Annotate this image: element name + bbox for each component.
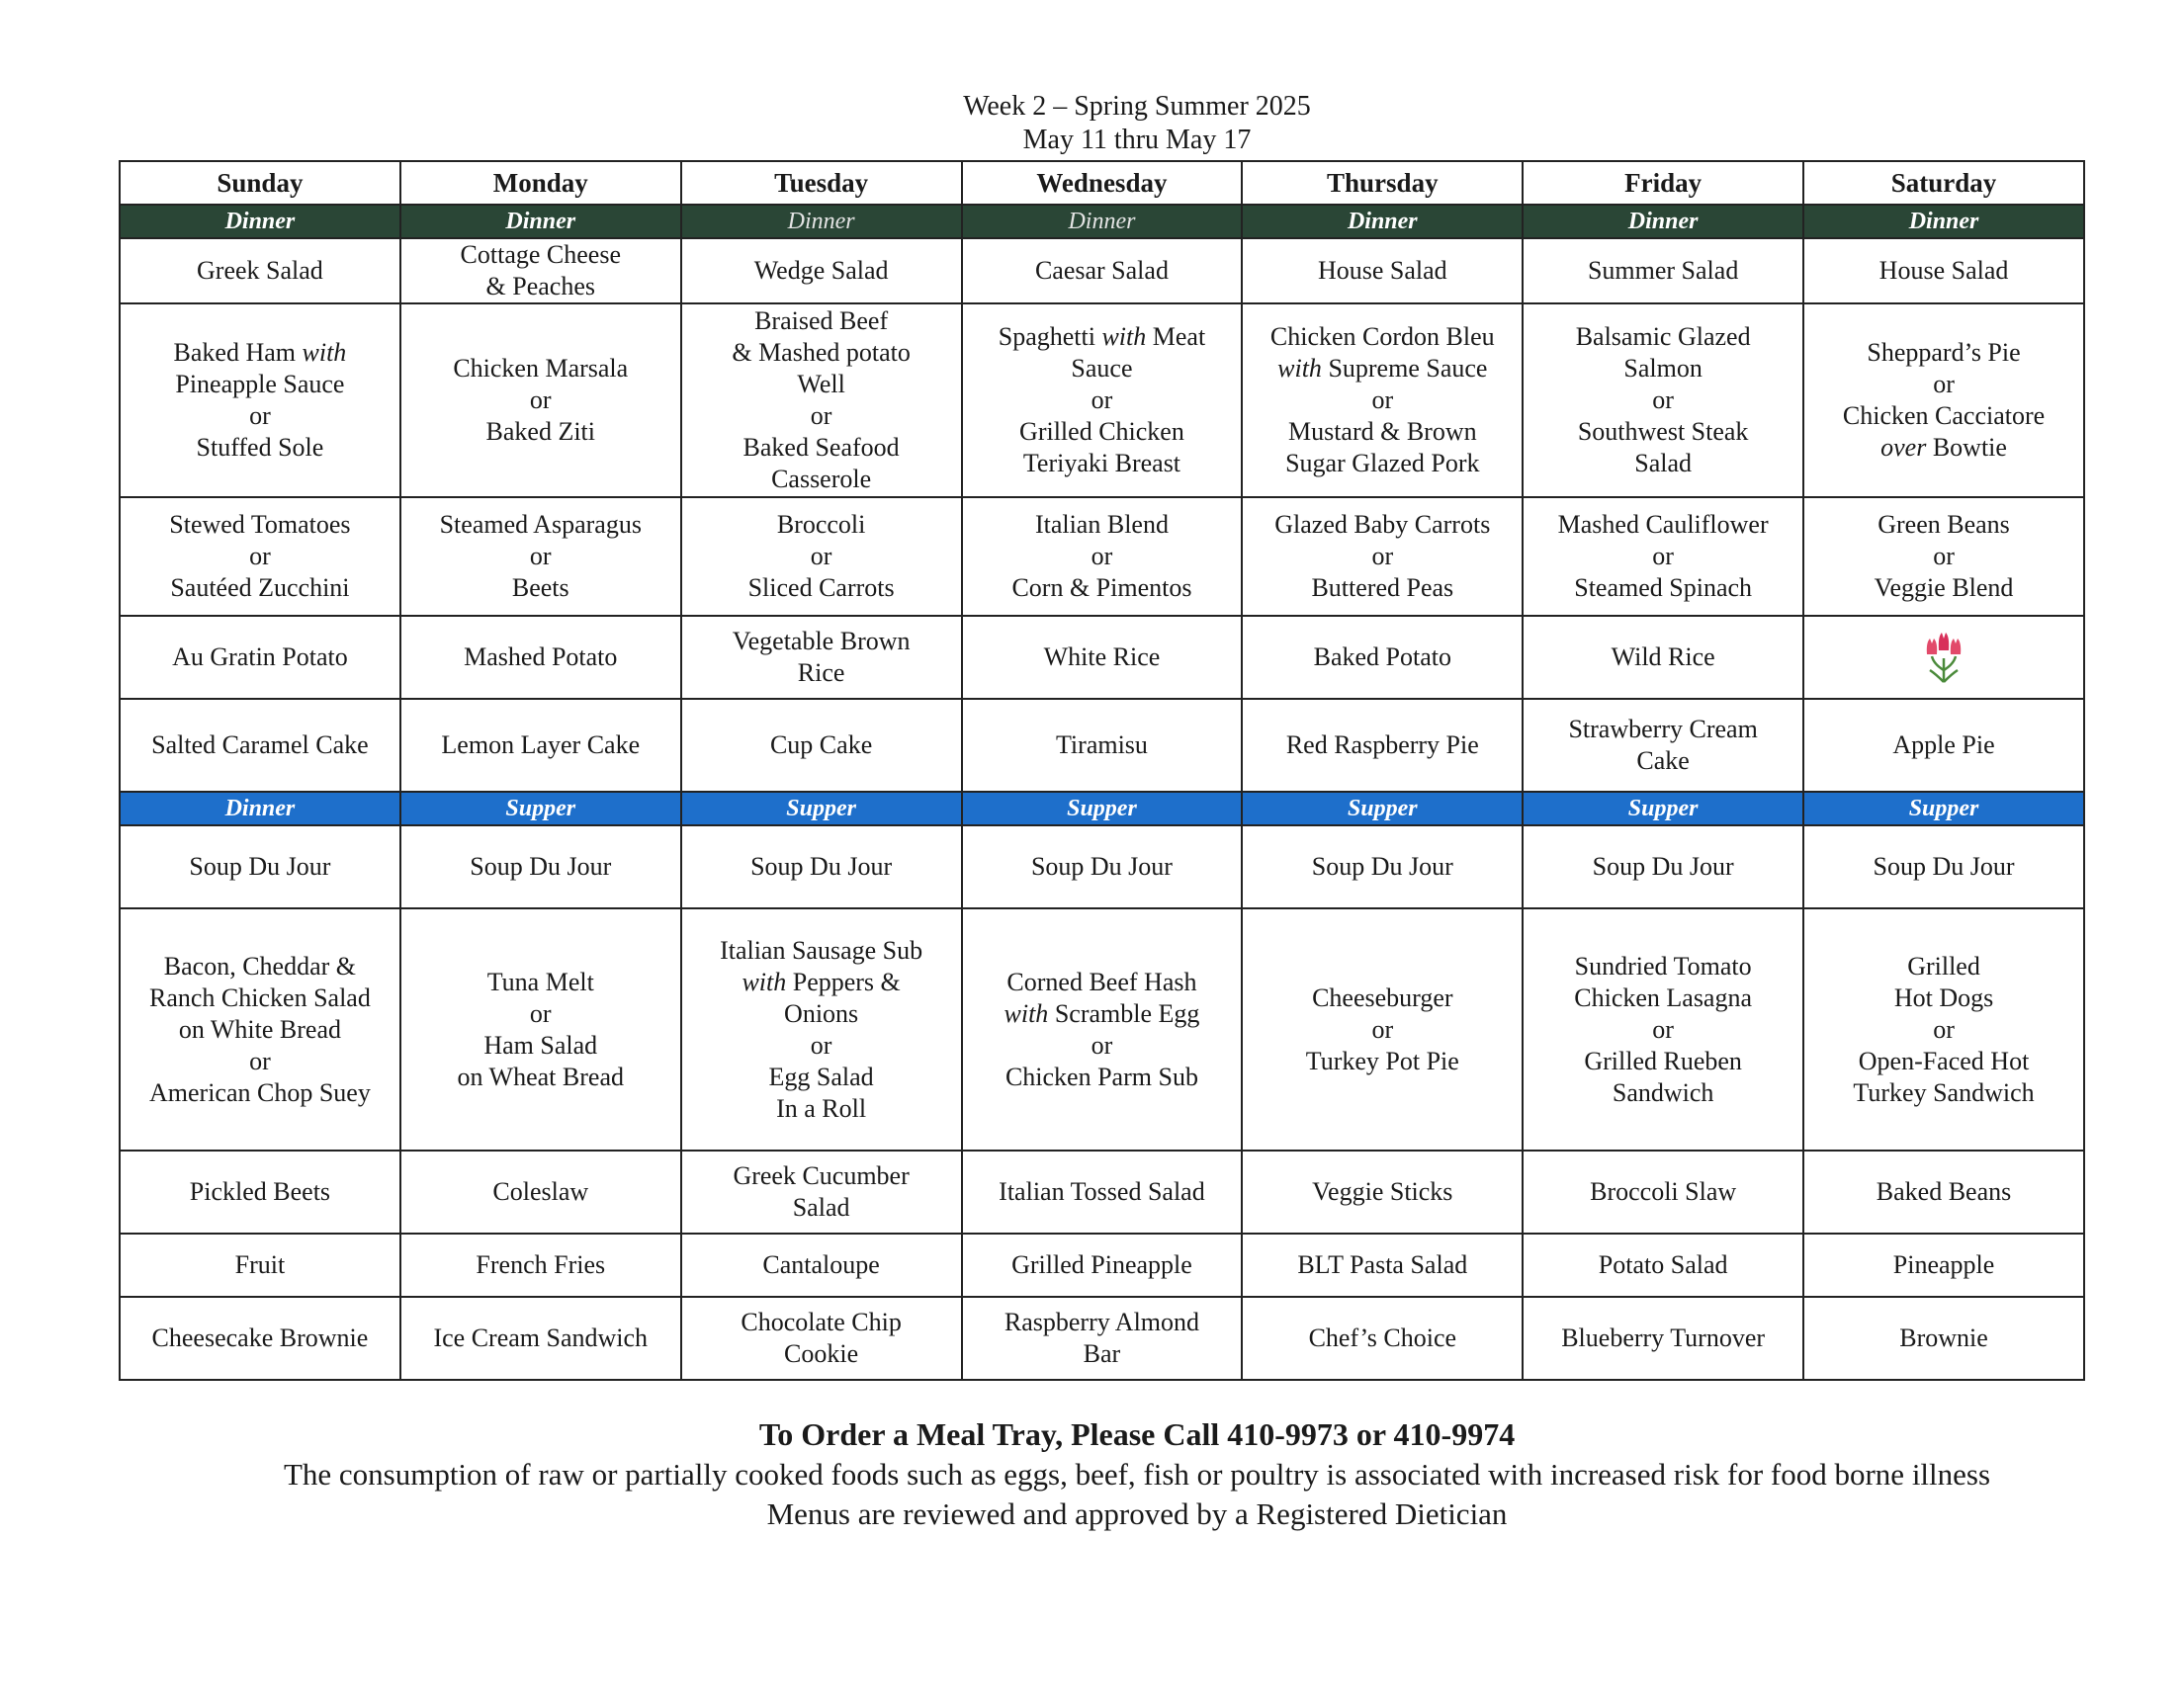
menu-cell-saturday	[1803, 908, 2084, 1151]
menu-item-text: Summer Salad	[1587, 256, 1739, 285]
day-header-row	[120, 161, 2084, 205]
menu-cell-wednesday	[962, 908, 1243, 1151]
menu-item-text: Grilled Pineapple	[1011, 1250, 1192, 1279]
menu-item-text: Baked Ziti	[485, 417, 595, 446]
menu-item-text: Casserole	[771, 465, 872, 493]
meal-band-label: Supper	[1803, 792, 2084, 825]
food-safety-warning: The consumption of raw or partially cooked foods such as eggs, beef, fish or poultry is associated with increased risk for food borne illness	[283, 1457, 1991, 1492]
weekly-menu-table	[119, 160, 2085, 1381]
menu-item-text: Greek Salad	[197, 256, 323, 285]
menu-cell-saturday	[1803, 825, 2084, 908]
meal-band-label: Dinner	[1242, 205, 1523, 238]
menu-cell-friday	[1523, 616, 1803, 699]
menu-item-text: BLT Pasta Salad	[1297, 1250, 1468, 1279]
menu-row	[120, 1234, 2084, 1297]
menu-item-text: Sugar Glazed Pork	[1285, 449, 1480, 477]
menu-cell-monday	[400, 699, 681, 792]
menu-cell-monday	[400, 1151, 681, 1234]
menu-item-text: or	[249, 1046, 271, 1075]
menu-cell-sunday	[120, 908, 400, 1151]
menu-cell-sunday	[120, 497, 400, 616]
menu-item-text: Chef’s Choice	[1308, 1324, 1457, 1352]
meal-tray-order-note: To Order a Meal Tray, Please Call 410-9973 or 410-9974	[758, 1416, 1516, 1452]
menu-item-text: Sauce	[1071, 354, 1133, 383]
menu-item-text: In a Roll	[776, 1093, 867, 1123]
menu-cell-friday	[1523, 699, 1803, 792]
menu-row	[120, 1151, 2084, 1234]
menu-item-text: or	[810, 542, 832, 570]
menu-item-text: White Rice	[1043, 642, 1161, 671]
meal-band-label: Dinner	[1523, 205, 1803, 238]
menu-item-text: Turkey Sandwich	[1853, 1077, 2035, 1107]
menu-cell-saturday	[1803, 616, 2084, 699]
menu-cell-wednesday	[962, 1297, 1243, 1380]
menu-item-text: Stewed Tomatoes	[169, 510, 351, 539]
menu-item-text: or	[1371, 1014, 1394, 1044]
menu-cell-monday	[400, 497, 681, 616]
menu-item-text: Veggie Sticks	[1312, 1177, 1453, 1206]
menu-cell-wednesday	[962, 1234, 1243, 1297]
menu-cell-sunday	[120, 825, 400, 908]
menu-cell-thursday	[1242, 699, 1523, 792]
menu-row	[120, 908, 2084, 1151]
menu-item-text: House Salad	[1317, 256, 1447, 285]
menu-cell-monday	[400, 908, 681, 1151]
menu-item-text: Sheppard’s Pie	[1867, 338, 2021, 367]
day-header-tuesday: Tuesday	[681, 161, 962, 205]
menu-item-text: Red Raspberry Pie	[1285, 730, 1479, 759]
menu-item-text: Lemon Layer Cake	[441, 730, 641, 759]
menu-cell-monday	[400, 1234, 681, 1297]
menu-item-text: Stuffed Sole	[196, 433, 324, 462]
menu-cell-thursday	[1242, 616, 1523, 699]
menu-item-text: Sundried Tomato	[1574, 951, 1752, 981]
menu-item-text: Italian Blend	[1034, 510, 1169, 539]
menu-item-text: or	[249, 401, 271, 430]
menu-item-text: Wild Rice	[1611, 642, 1715, 671]
menu-item-text: & Mashed potato	[732, 338, 911, 367]
meal-band-label: Supper	[681, 792, 962, 825]
menu-item-text: with Supreme Sauce	[1277, 354, 1488, 383]
meal-band-label: Dinner	[120, 792, 400, 825]
menu-item-text: Coleslaw	[492, 1177, 589, 1206]
menu-cell-friday	[1523, 1151, 1803, 1234]
menu-item-text: Mashed Cauliflower	[1557, 510, 1769, 539]
menu-item-text: or	[1652, 1014, 1674, 1044]
menu-item-text: Cottage Cheese	[460, 240, 621, 269]
menu-item-text: Green Beans	[1877, 510, 2010, 539]
menu-cell-tuesday	[681, 1297, 962, 1380]
menu-row	[120, 825, 2084, 908]
menu-date-range: May 11 thru May 17	[1022, 125, 1252, 155]
menu-item-text: or	[1371, 385, 1394, 414]
menu-item-text: or	[1933, 1014, 1955, 1044]
menu-cell-sunday	[120, 303, 400, 497]
menu-row	[120, 303, 2084, 497]
menu-item-text: Sandwich	[1612, 1077, 1714, 1107]
menu-cell-sunday	[120, 1151, 400, 1234]
menu-cell-tuesday	[681, 1151, 962, 1234]
menu-item-text: Salad	[792, 1193, 850, 1222]
menu-item-text: Tuna Melt	[486, 967, 594, 996]
menu-cell-thursday	[1242, 908, 1523, 1151]
menu-cell-saturday	[1803, 699, 2084, 792]
meal-band-label: Dinner	[962, 205, 1243, 238]
menu-cell-monday	[400, 238, 681, 303]
menu-cell-monday	[400, 825, 681, 908]
menu-item-text: or	[810, 1030, 832, 1060]
menu-item-text: Italian Tossed Salad	[999, 1177, 1205, 1206]
menu-item-text: on Wheat Bread	[457, 1062, 624, 1091]
menu-item-text: Baked Ham with	[173, 338, 347, 367]
menu-cell-monday	[400, 303, 681, 497]
menu-cell-wednesday	[962, 497, 1243, 616]
menu-cell-saturday	[1803, 1234, 2084, 1297]
menu-item-text: Wedge Salad	[753, 256, 889, 285]
menu-item-text: Soup Du Jour	[1592, 852, 1734, 881]
dinner-band-row	[120, 205, 2084, 238]
menu-cell-thursday	[1242, 238, 1523, 303]
menu-item-text: Ham Salad	[483, 1030, 598, 1060]
menu-item-text: or	[1091, 542, 1113, 570]
menu-item-text: with Scramble Egg	[1004, 998, 1200, 1028]
menu-item-text: Tiramisu	[1055, 730, 1148, 759]
menu-item-text: or	[1652, 542, 1674, 570]
menu-cell-thursday	[1242, 1151, 1523, 1234]
menu-cell-tuesday	[681, 616, 962, 699]
menu-item-text: Raspberry Almond	[1004, 1308, 1200, 1336]
menu-cell-thursday	[1242, 1297, 1523, 1380]
menu-item-text: or	[529, 542, 552, 570]
menu-item-text: Caesar Salad	[1034, 256, 1169, 285]
menu-item-text: Steamed Spinach	[1574, 573, 1753, 602]
menu-cell-sunday	[120, 1297, 400, 1380]
menu-item-text: Baked Potato	[1313, 642, 1451, 671]
menu-cell-tuesday	[681, 303, 962, 497]
menu-cell-wednesday	[962, 1151, 1243, 1234]
menu-item-text: or	[1091, 385, 1113, 414]
menu-item-text: House Salad	[1878, 256, 2009, 285]
menu-cell-tuesday	[681, 825, 962, 908]
meal-band-label: Supper	[962, 792, 1243, 825]
menu-cell-saturday	[1803, 303, 2084, 497]
menu-item-text: Beets	[511, 573, 569, 602]
menu-cell-friday	[1523, 908, 1803, 1151]
menu-cell-wednesday	[962, 699, 1243, 792]
menu-cell-thursday	[1242, 303, 1523, 497]
menu-item-text: Italian Sausage Sub	[720, 935, 923, 965]
menu-cell-monday	[400, 616, 681, 699]
menu-item-text: Salad	[1634, 449, 1693, 477]
menu-title: Week 2 – Spring Summer 2025	[963, 91, 1311, 122]
menu-cell-sunday	[120, 616, 400, 699]
menu-item-text: Teriyaki Breast	[1022, 449, 1181, 477]
meal-band-label: Dinner	[120, 205, 400, 238]
menu-item-text: Hot Dogs	[1893, 982, 1994, 1012]
menu-cell-friday	[1523, 497, 1803, 616]
menu-row	[120, 616, 2084, 699]
menu-item-text: Southwest Steak	[1577, 417, 1749, 446]
menu-cell-tuesday	[681, 908, 962, 1151]
menu-item-text: Chicken Cordon Bleu	[1269, 322, 1495, 351]
menu-cell-friday	[1523, 238, 1803, 303]
menu-item-text: Strawberry Cream	[1568, 715, 1758, 743]
menu-item-text: Rice	[797, 658, 845, 687]
menu-item-text: Cake	[1636, 746, 1690, 775]
menu-item-text: Chicken Lasagna	[1574, 982, 1753, 1012]
menu-item-text: Salted Caramel Cake	[151, 730, 369, 759]
menu-item-text: Brownie	[1899, 1324, 1988, 1352]
menu-item-text: Balsamic Glazed	[1575, 322, 1751, 351]
menu-cell-saturday	[1803, 238, 2084, 303]
menu-cell-sunday	[120, 699, 400, 792]
menu-cell-sunday	[120, 238, 400, 303]
day-header-monday: Monday	[400, 161, 681, 205]
menu-item-text: Baked Beans	[1876, 1177, 2012, 1206]
menu-row	[120, 699, 2084, 792]
menu-cell-wednesday	[962, 303, 1243, 497]
meal-band-label: Supper	[400, 792, 681, 825]
dietician-approval-note: Menus are reviewed and approved by a Registered Dietician	[766, 1496, 1508, 1531]
meal-band-label: Dinner	[400, 205, 681, 238]
menu-item-text: Egg Salad	[768, 1062, 874, 1091]
menu-item-text: or	[1933, 542, 1955, 570]
menu-item-text: Grilled Rueben	[1584, 1046, 1742, 1075]
tulip-flowers-icon	[1922, 631, 1965, 684]
menu-item-text: Bacon, Cheddar &	[163, 951, 357, 981]
menu-item-text: or	[1091, 1030, 1113, 1060]
menu-item-text: Bar	[1083, 1339, 1121, 1368]
menu-item-text: Broccoli Slaw	[1590, 1177, 1737, 1206]
menu-cell-thursday	[1242, 497, 1523, 616]
menu-item-text: Sliced Carrots	[747, 573, 895, 602]
menu-item-text: Grilled Chicken	[1019, 417, 1184, 446]
menu-item-text: Well	[797, 370, 845, 398]
menu-item-text: over Bowtie	[1880, 433, 2007, 462]
menu-cell-sunday	[120, 1234, 400, 1297]
menu-item-text: American Chop Suey	[149, 1077, 371, 1107]
menu-item-text: Baked Seafood	[742, 433, 900, 462]
menu-item-text: Ice Cream Sandwich	[433, 1324, 649, 1352]
menu-item-text: Mustard & Brown	[1287, 417, 1477, 446]
meal-band-label: Supper	[1242, 792, 1523, 825]
menu-item-text: Pineapple Sauce	[175, 370, 345, 398]
menu-item-text: or	[249, 542, 271, 570]
menu-item-text: Open-Faced Hot	[1858, 1046, 2030, 1075]
menu-item-text: Chicken Cacciatore	[1842, 401, 2046, 430]
menu-item-text: Au Gratin Potato	[172, 642, 348, 671]
menu-item-text: Cheesecake Brownie	[151, 1324, 369, 1352]
menu-item-text: Potato Salad	[1598, 1250, 1728, 1279]
day-header-thursday: Thursday	[1242, 161, 1523, 205]
menu-item-text: Braised Beef	[754, 306, 889, 335]
menu-item-text: Salmon	[1623, 354, 1703, 383]
menu-item-text: or	[1371, 542, 1394, 570]
menu-item-text: Soup Du Jour	[470, 852, 612, 881]
menu-item-text: Ranch Chicken Salad	[149, 982, 371, 1012]
menu-item-text: French Fries	[476, 1250, 606, 1279]
menu-row	[120, 1297, 2084, 1380]
menu-cell-tuesday	[681, 238, 962, 303]
day-header-sunday: Sunday	[120, 161, 400, 205]
menu-cell-saturday	[1803, 1297, 2084, 1380]
menu-item-text: Chocolate Chip	[741, 1308, 902, 1336]
day-header-friday: Friday	[1523, 161, 1803, 205]
menu-cell-thursday	[1242, 825, 1523, 908]
menu-item-text: Soup Du Jour	[189, 852, 331, 881]
menu-item-text: Cheeseburger	[1312, 982, 1453, 1012]
menu-cell-wednesday	[962, 825, 1243, 908]
menu-item-text: Blueberry Turnover	[1561, 1324, 1766, 1352]
day-header-saturday: Saturday	[1803, 161, 2084, 205]
menu-item-text: Fruit	[234, 1250, 286, 1279]
menu-item-text: Broccoli	[776, 510, 866, 539]
menu-item-text: Pineapple	[1892, 1250, 1995, 1279]
menu-cell-monday	[400, 1297, 681, 1380]
menu-item-text: or	[1933, 370, 1955, 398]
menu-cell-friday	[1523, 825, 1803, 908]
menu-cell-saturday	[1803, 497, 2084, 616]
menu-item-text: Turkey Pot Pie	[1305, 1046, 1459, 1075]
menu-item-text: & Peaches	[485, 272, 595, 300]
menu-item-text: Soup Du Jour	[1030, 852, 1173, 881]
menu-item-text: Corned Beef Hash	[1006, 967, 1197, 996]
menu-item-text: Glazed Baby Carrots	[1274, 510, 1491, 539]
menu-cell-wednesday	[962, 616, 1243, 699]
menu-cell-thursday	[1242, 1234, 1523, 1297]
menu-item-text: or	[1652, 385, 1674, 414]
meal-band-label: Dinner	[681, 205, 962, 238]
menu-item-text: Soup Du Jour	[1311, 852, 1453, 881]
menu-item-text: Soup Du Jour	[750, 852, 893, 881]
menu-item-text: Veggie Blend	[1874, 573, 2014, 602]
menu-item-text: Pickled Beets	[189, 1177, 331, 1206]
menu-item-text: or	[529, 998, 552, 1028]
menu-row	[120, 238, 2084, 303]
menu-item-text: Spaghetti with Meat	[998, 322, 1206, 351]
menu-item-text: Greek Cucumber	[733, 1161, 910, 1190]
menu-item-text: Steamed Asparagus	[439, 510, 642, 539]
menu-cell-friday	[1523, 1297, 1803, 1380]
menu-item-text: Buttered Peas	[1311, 573, 1454, 602]
menu-item-text: Onions	[784, 998, 859, 1028]
menu-item-text: Mashed Potato	[464, 642, 618, 671]
menu-item-text: Cookie	[784, 1339, 859, 1368]
menu-item-text: or	[810, 401, 832, 430]
menu-item-text: Sautéed Zucchini	[170, 573, 350, 602]
menu-cell-friday	[1523, 1234, 1803, 1297]
menu-item-text: or	[529, 385, 552, 414]
menu-item-text: Chicken Marsala	[453, 354, 629, 383]
menu-item-text: with Peppers &	[742, 967, 901, 996]
menu-item-text: Cantaloupe	[762, 1250, 880, 1279]
menu-item-text: Cup Cake	[769, 730, 873, 759]
meal-band-label: Supper	[1523, 792, 1803, 825]
menu-cell-tuesday	[681, 1234, 962, 1297]
menu-item-text: Vegetable Brown	[732, 627, 911, 655]
menu-item-text: Soup Du Jour	[1873, 852, 2015, 881]
menu-item-text: Apple Pie	[1892, 730, 1995, 759]
menu-item-text: Chicken Parm Sub	[1004, 1062, 1198, 1091]
menu-cell-tuesday	[681, 497, 962, 616]
menu-item-text: Grilled	[1907, 951, 1980, 981]
day-header-wednesday: Wednesday	[962, 161, 1243, 205]
menu-row	[120, 497, 2084, 616]
supper-band-row	[120, 792, 2084, 825]
menu-cell-saturday	[1803, 1151, 2084, 1234]
menu-cell-friday	[1523, 303, 1803, 497]
menu-cell-wednesday	[962, 238, 1243, 303]
meal-band-label: Dinner	[1803, 205, 2084, 238]
menu-item-text: on White Bread	[178, 1014, 341, 1044]
menu-item-text: Corn & Pimentos	[1011, 573, 1192, 602]
menu-cell-tuesday	[681, 699, 962, 792]
